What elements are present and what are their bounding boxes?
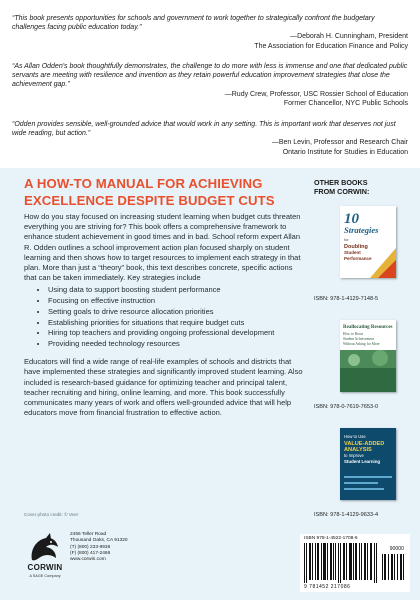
- description: [24, 212, 306, 418]
- headline-line: A HOW-TO MANUAL FOR ACHIEVING: [24, 176, 263, 191]
- address-line: (T) (800) 233-9936: [70, 544, 111, 550]
- heading-line: OTHER BOOKS: [314, 178, 368, 187]
- list-item: • Hiring top teachers and providing ongoing professional development: [48, 328, 306, 338]
- list-item: • Establishing priorities for situations that require budget cuts: [48, 318, 306, 328]
- cover-text: Strategies: [344, 225, 379, 235]
- barcode-isbn-label: ISBN 978-1-4522-1708-6: [304, 536, 358, 541]
- intro-paragraph: How do you stay focused on increasing student learning when budget cuts threaten everything you are striving for? This book offers a comprehensive framework to enhance student achievement in good times and in bad. School reform expert Allan R. Odden outlines a school improvement action plan focused sharply on student learning and then shows how to target resources to implement each strategy in that plan. More than just a “theory” book, this text describes concrete, specific actions that can be taken immediately. Key strategies include: [24, 212, 301, 283]
- cover-text: Without Asking for More: [343, 342, 380, 346]
- closing-paragraph: Educators will find a wide range of real-life examples of schools and districts that have implemented these strategies and significantly improved student learning. Also included is research-based guidance for optimizing teacher and principal talent, teacher recruiting and hiring, online learning, and more. This book successfully communicates many years of work and offers well-grounded advice that will help educators move from financial frustration to effective action.: [24, 357, 303, 418]
- endorsement-quote: [12, 62, 408, 108]
- cover-text: for: [344, 237, 349, 242]
- quote-text: “Odden provides sensible, well-grounded advice that would work in any setting. This is important work that deserves not just wide reading, but action.”: [12, 121, 396, 138]
- barcode-digits: 9 781452 217086: [304, 584, 351, 590]
- quote-attribution-org: The Association for Education Finance and Policy: [254, 42, 408, 50]
- publisher-address: [70, 532, 190, 563]
- list-item: • Focusing on effective instruction: [48, 296, 306, 306]
- barcode: [300, 534, 410, 592]
- publisher-subtitle: A SAGE Company: [29, 574, 61, 578]
- quote-attribution-org: Former Chancellor, NYC Public Schools: [283, 99, 408, 107]
- related-books-heading: [314, 178, 410, 196]
- strategy-list: [36, 285, 306, 349]
- heading-line: FROM CORWIN:: [314, 187, 370, 196]
- quote-text: “As Allan Odden's book thoughtfully demonstrates, the challenge to do more with less is immense and one that dedicated public servants are meeting with resilience and invention as they retain powerful education improvement strategies that close the achievement gap.”: [12, 63, 408, 89]
- quote-attribution-name: —Deborah H. Cunningham, President: [290, 33, 408, 41]
- book-cover-thumbnail: [340, 206, 396, 278]
- address-line: (F) (800) 417-2466: [70, 550, 111, 556]
- cover-text: How to Use: [344, 434, 366, 439]
- quote-attribution-org: Ontario Institute for Studies in Education: [282, 148, 408, 156]
- barcode-bars-icon: [304, 543, 378, 583]
- book-cover-thumbnail: [340, 320, 396, 392]
- cover-text: VALUE-ADDED: [344, 441, 385, 447]
- list-item: • Providing needed technology resources: [48, 339, 306, 349]
- cover-text: How to Boost: [343, 332, 363, 336]
- book-cover-thumbnail: [340, 428, 396, 500]
- photo-credit: Cover photo credit: © Veer: [24, 512, 79, 517]
- book-cover-art: [340, 428, 396, 500]
- book-cover-art: [340, 206, 396, 278]
- cover-text: Student Learning: [344, 459, 381, 464]
- book-isbn: ISBN: 978-1-4129-9633-4: [314, 512, 379, 518]
- book-isbn: ISBN: 978-0-7619-7653-0: [314, 404, 379, 410]
- cover-text: ANALYSIS: [344, 447, 372, 453]
- cover-text: 10: [344, 211, 359, 227]
- book-isbn: ISBN: 978-1-4129-7148-5: [314, 296, 379, 302]
- cover-text: Doubling: [344, 244, 368, 250]
- headline: [24, 176, 344, 209]
- cover-text: Reallocating Resources: [343, 325, 393, 330]
- headline-line: EXCELLENCE DESPITE BUDGET CUTS: [24, 192, 275, 208]
- cover-text: to Improve: [344, 453, 364, 458]
- quote-attribution-name: —Ben Levin, Professor and Research Chair: [271, 139, 408, 147]
- endorsement-quote: [12, 14, 408, 51]
- book-cover-art: [340, 320, 396, 392]
- cover-text: Student: [344, 250, 361, 255]
- endorsement-quote: [12, 120, 408, 157]
- list-item: • Setting goals to drive resource allocation priorities: [48, 307, 306, 317]
- cover-text: Student Achievement: [343, 337, 374, 341]
- barcode-price-code: 90000: [389, 546, 404, 552]
- quote-text: “This book presents opportunities for schools and government to work together to strategically confront the budgetary challenges facing public education today.”: [12, 15, 375, 32]
- quote-attribution-name: —Rudy Crew, Professor, USC Rossier School of Education: [224, 90, 408, 98]
- publisher-name: CORWIN: [27, 563, 63, 572]
- list-item: • Using data to support boosting student performance: [48, 285, 306, 295]
- barcode-addon-bars-icon: [382, 554, 404, 580]
- address-line: 2455 Teller Road: [70, 532, 107, 537]
- website-link[interactable]: www.corwin.com: [70, 557, 106, 563]
- address-line: Thousand Oaks, CA 91320: [70, 538, 128, 544]
- cover-text: Performance: [344, 256, 372, 261]
